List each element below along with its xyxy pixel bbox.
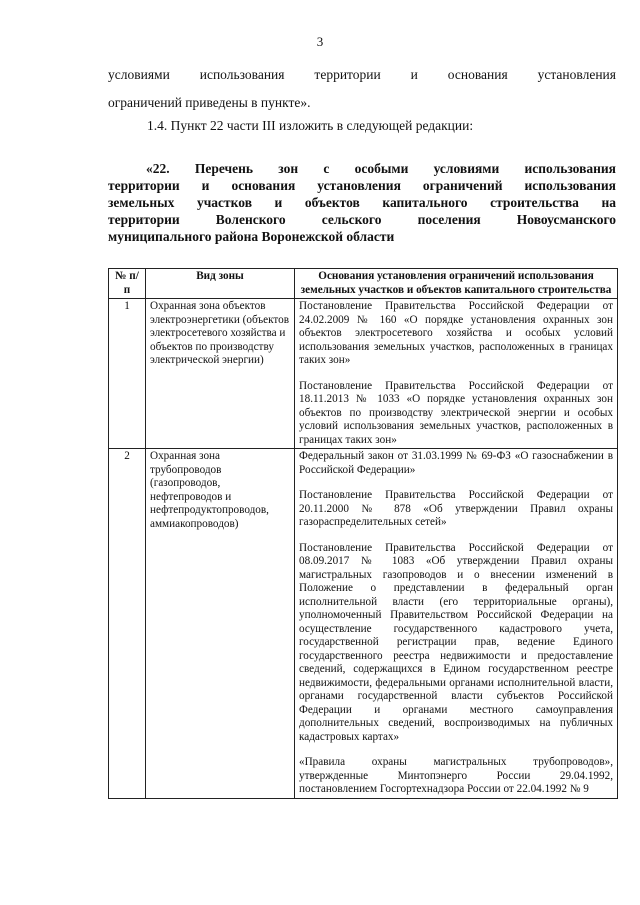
heading-line-4: территории Воленского сельского поселения Новоусманского xyxy=(108,212,616,227)
basis-item: Постановление Правительства Российской Федерации от 24.02.2009 № 160 «О порядке установления охранных зон объектов электросетевого хозяйства и особых условий использования земельных участков, расположенных в границах таких зон» xyxy=(299,300,613,366)
row-num: 1 xyxy=(109,299,146,449)
table-row xyxy=(109,449,618,799)
basis-item: Постановление Правительства Российской Федерации от 20.11.2000 № 878 «Об утверждении Правил охраны газораспределительных сетей» xyxy=(299,489,613,528)
lead-paragraph xyxy=(108,66,616,112)
basis-item: Федеральный закон от 31.03.1999 № 69-ФЗ «О газоснабжении в Российской Федерации» xyxy=(299,450,613,476)
heading-line-2: территории и основания установления ограничений использования xyxy=(108,178,616,193)
row-basis xyxy=(295,299,618,449)
header-zone: Вид зоны xyxy=(146,269,295,299)
basis-item: Постановление Правительства Российской Федерации от 08.09.2017 № 1083 «Об утверждении Правил охраны магистральных газопроводов и о внесении изменений в Положение о представлении в федеральный орган исполнительной власти (его территориальные органы), уполномоченный Правительством Российской Федерации на осуществление государственного кадастрового учета, государственной регистрации прав, ведение Единого государственного реестра недвижимости и предоставление сведений, содержащихся в Едином государственном реестре недвижимости, федеральными органами исполнительной власти, органами государственной власти субъектов Российской Федерации и органами местного самоуправления дополнительных сведений, воспроизводимых на публичных кадастровых картах» xyxy=(299,541,613,743)
basis-item: «Правила охраны магистральных трубопроводов», утвержденные Минтопэнерго России 29.04.1992, постановлением Госгортехнадзора России от 22.04.1992 № 9 xyxy=(299,756,613,795)
lead-line-1: условиями использования территории и основания установления xyxy=(108,67,616,82)
heading-line-5: муниципального района Воронежской области xyxy=(108,229,395,244)
lead-line-2: ограничений приведены в пункте». xyxy=(108,95,311,110)
table-row xyxy=(109,299,618,449)
item-1-4: 1.4. Пункт 22 части III изложить в следующей редакции: xyxy=(147,118,474,133)
basis-item: Постановление Правительства Российской Федерации от 18.11.2013 № 1033 «О порядке установления охранных зон объектов по производству электрической энергии и особых условий использования земельных участков, расположенных в границах таких зон» xyxy=(299,379,613,446)
page-number: 3 xyxy=(316,34,324,49)
row-zone: Охранная зона трубопроводов (газопроводов, нефтепроводов и нефтепродуктопроводов, аммиакопроводов) xyxy=(146,449,295,799)
heading-line-3: земельных участков и объектов капитального строительства на xyxy=(108,195,616,210)
header-basis: Основания установления ограничений использования земельных участков и объектов капитального строительства xyxy=(295,269,618,299)
section-heading xyxy=(108,160,616,245)
table-header-row xyxy=(109,269,618,299)
row-num: 2 xyxy=(109,449,146,799)
zones-table xyxy=(108,268,618,799)
heading-line-1: «22. Перечень зон с особыми условиями использования xyxy=(146,161,616,176)
header-num: № п/п xyxy=(109,269,146,299)
row-basis xyxy=(295,449,618,799)
row-zone: Охранная зона объектов электроэнергетики (объектов электросетевого хозяйства и объектов по производству электрической энергии) xyxy=(146,299,295,449)
